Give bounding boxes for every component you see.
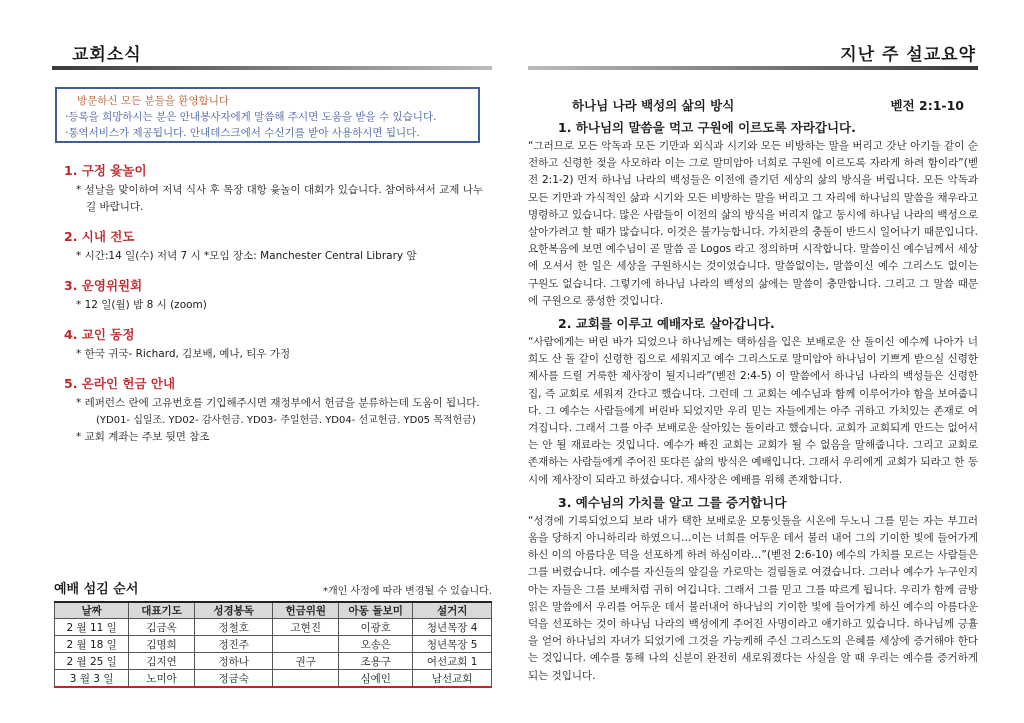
sermon-point-text: “사람에게는 버린 바가 되었으나 하나님께는 택하심을 입은 보배로운 산 돌이신 예수께 나아가 너희도 산 돌 같이 신령한 집으로 세워지고 예수 그리스도로 말미암아 하나님이 기쁘게 받으실 신령한 제사를 드릴 거룩한 제사장이 될지니라”(벧전 2:4-5) 이 말씀에서 하나님 나라의 백성들은 신령한 집, 즉 교회로 세워져 간다고 했습니다. 그런데 그 교회는 예수님과 함께 이루어가야 함을 보여줍니다. 그 예수는 사람들에게 버린바 되었지만 우리 믿는 자들에게는 아주 귀하고 가치있는 존재로 여겨집니다. 그래서 그를 아주 보배로운 살아있는 돌이라고 했습니다. 교회가 교회되게 만드는 없어서는 안 될 재료라는 것입니다. 예수가 빠진 교회는 교회가 될 수 없음을 말해줍니다. 그리고 교회로 존재하는 사람들에게 주어진 또다른 삶의 방식은 예배입니다. 그래서 우리에게 교회가 되라고 한 동시에 제사장이 되라고 하셨습니다. 제사장은 예배를 위해 존재합니다. xyxy=(528,336,978,486)
column-header: 설거지 xyxy=(413,602,492,619)
table-cell: 정진주 xyxy=(194,636,273,653)
welcome-title: 방문하신 모든 분들을 환영합니다 xyxy=(77,95,230,107)
news-heading: 5. 온라인 헌금 안내 xyxy=(64,376,176,391)
news-line: * 레퍼런스 란에 고유번호를 기입해주시면 재정부에서 헌금을 분류하는데 도움이 됩니다. xyxy=(76,397,480,409)
sermon-point-heading: 1. 하나님의 말씀을 먹고 구원에 이르도록 자라갑니다. xyxy=(558,120,856,135)
news-line: * 12 일(월) 밤 8 시 (zoom) xyxy=(76,299,207,311)
welcome-box xyxy=(55,87,480,143)
right-page-title: 지난 주 설교요약 xyxy=(840,45,976,65)
sermon-point-heading: 3. 예수님의 가치를 알고 그를 증거합니다 xyxy=(558,494,787,510)
news-line: * 한국 귀국- Richard, 김보배, 예나, 티우 가정 xyxy=(76,348,291,360)
table-header-row xyxy=(55,602,492,619)
table-cell: 여선교회 1 xyxy=(413,653,492,670)
table-cell: 정금숙 xyxy=(194,670,273,688)
schedule-table xyxy=(54,601,492,688)
table-row xyxy=(55,653,492,670)
sermon-title: 하나님 나라 백성의 삶의 방식 xyxy=(572,98,735,113)
news-line: * 설날을 맞이하여 저녁 식사 후 목장 대항 윷놀이 대회가 있습니다. 참여하셔서 교제 나누길 바랍니다. xyxy=(76,184,483,213)
table-cell xyxy=(273,670,339,688)
offering-codes: (YD01- 십일조. YD02- 감사헌금. YD03- 주일헌금. YD04- 선교헌금. YD05 목적헌금) xyxy=(96,415,476,426)
table-cell: 남선교회 xyxy=(413,670,492,688)
sermon-point-text: “그러므로 모든 악독과 모든 기만과 외식과 시기와 모든 비방하는 말을 버리고 갓난 아기들 같이 순전하고 신령한 젖을 사모하라 이는 그로 말미암아 너희로 구원에 이르도록 자라게 하려 함이라”(벧전 2:1-2) 먼저 하나님 나라의 백성들은 이전에 즐기던 세상의 삶의 방식을 버립니다. 모든 악독과 모든 기만과 가식적인 삶과 시기와 모든 비방하는 말을 버리고 그 자리에 하나님의 말씀을 채우라고 명령하고 있습니다. 많은 사람들이 이전의 삶의 방식을 버리지 않고 동시에 하나님 나라의 백성으로 살아가려고 할 때가 많습니다. 이것은 불가능합니다. 가치관의 충돌이 반드시 일어나기 때문입니다. 요한복음에 보면 예수님이 곧 말씀 곧 Logos 라고 정의하며 시작합니다. 말씀이신 예수님께서 세상에 오셔서 한 일은 세상을 구원하시는 것이었습니다. 말씀없이는, 말씀이신 예수 그리스도 없이는 구원도 없습니다. 그렇기에 하나님 나라의 백성의 삶에는 말씀이 충만합니다. 그리고 그 말씀 때문에 구원으로 풍성한 것입니다. xyxy=(528,140,978,307)
church-news-list xyxy=(64,162,484,458)
news-heading: 2. 시내 전도 xyxy=(64,229,135,244)
news-heading: 4. 교인 동정 xyxy=(64,327,135,342)
left-title-rule xyxy=(52,66,492,70)
sermon-point-text: “성경에 기록되었으되 보라 내가 택한 보배로운 모퉁잇돌을 시온에 두노니 그를 믿는 자는 부끄러움을 당하지 아니하리라 하였으니…이는 너희를 어두운 데서 불러 내어 그의 기이한 빛에 들어가게 하신 이의 아름다운 덕을 선포하게 하려 하심이라…”(벧전 2:6-10) 예수의 가치를 모르는 사람들은 그를 버렸습니다. 예수를 자신들의 앞길을 가로막는 걸림돌로 여겼습니다. 그러나 예수가 누구인지 아는 자들은 그를 보배처럼 귀히 여깁니다. 그래서 그를 믿고 그를 따르게 됩니다. 우리가 함께 금방 읽은 말씀에서 우리를 어두운 데서 불러내어 하나님의 기이한 빛에 들어가게 하신 예수의 아름다운 덕을 선포하는 것이 하나님 나라의 백성에게 주어진 사명이라고 얘기하고 있습니다. 하나님께 긍휼을 얻어 하나님의 자녀가 되었기에 그것을 가능케해 주신 그리스도의 은혜를 세상에 증거해야 한다는 것입니다. 예수를 통해 나의 신분이 완전히 새로워졌다는 사실을 알 때 우리는 예수를 증거하게 되는 것입니다. xyxy=(528,514,978,682)
table-cell: 노미아 xyxy=(129,670,195,688)
table-cell: 오송은 xyxy=(339,636,413,653)
welcome-line: ·통역서비스가 제공됩니다. 안내데스크에서 수신기를 받아 사용하시면 됩니다. xyxy=(65,127,420,139)
schedule-note: *개인 사정에 따라 변경될 수 있습니다. xyxy=(323,586,492,597)
sermon-header xyxy=(528,96,978,114)
table-cell: 정철호 xyxy=(194,619,273,636)
table-cell: 이광호 xyxy=(339,619,413,636)
table-cell: 청년목장 5 xyxy=(413,636,492,653)
table-row xyxy=(55,619,492,636)
table-cell: 정하나 xyxy=(194,653,273,670)
service-schedule xyxy=(54,581,492,688)
table-cell: 3 월 3 일 xyxy=(55,670,129,688)
sermon-point-heading: 2. 교회를 이루고 예배자로 살아갑니다. xyxy=(558,316,775,332)
table-row xyxy=(55,636,492,653)
table-cell: 김금옥 xyxy=(129,619,195,636)
news-heading: 3. 운영위원회 xyxy=(64,278,143,293)
left-page-title: 교회소식 xyxy=(72,45,142,65)
news-line: * 시간:14 일(수) 저녁 7 시 *모임 장소: Manchester Central Library 앞 xyxy=(76,250,417,262)
table-cell: 2 월 18 일 xyxy=(55,636,129,653)
table-cell: 권구 xyxy=(273,653,339,670)
column-header: 아동 돌보미 xyxy=(339,602,413,619)
column-header: 헌금위원 xyxy=(273,602,339,619)
news-heading: 1. 구정 윷놀이 xyxy=(64,163,147,178)
sermon-summary xyxy=(528,96,978,685)
news-item xyxy=(64,277,484,314)
news-item xyxy=(64,162,484,216)
table-cell: 고현진 xyxy=(273,619,339,636)
table-cell: 김지연 xyxy=(129,653,195,670)
news-line: * 교회 계좌는 주보 뒷면 참조 xyxy=(76,431,210,443)
schedule-title: 예배 섬김 순서 xyxy=(54,582,139,597)
column-header: 대표기도 xyxy=(129,602,195,619)
table-cell: 2 월 11 일 xyxy=(55,619,129,636)
sermon-scripture: 벧전 2:1-10 xyxy=(890,98,964,113)
right-title-rule xyxy=(528,66,978,70)
news-item xyxy=(64,228,484,265)
welcome-line: ·등록을 희망하시는 분은 안내봉사자에게 말씀해 주시면 도움을 받을 수 있습니다. xyxy=(65,111,437,123)
table-cell: 조용구 xyxy=(339,653,413,670)
table-cell: 심예인 xyxy=(339,670,413,688)
column-header: 날짜 xyxy=(55,602,129,619)
table-row xyxy=(55,670,492,688)
table-cell: 2 월 25 일 xyxy=(55,653,129,670)
column-header: 성경봉독 xyxy=(194,602,273,619)
table-cell: 청년목장 4 xyxy=(413,619,492,636)
table-cell xyxy=(273,636,339,653)
table-cell: 김명희 xyxy=(129,636,195,653)
news-item xyxy=(64,326,484,363)
news-item xyxy=(64,375,484,446)
